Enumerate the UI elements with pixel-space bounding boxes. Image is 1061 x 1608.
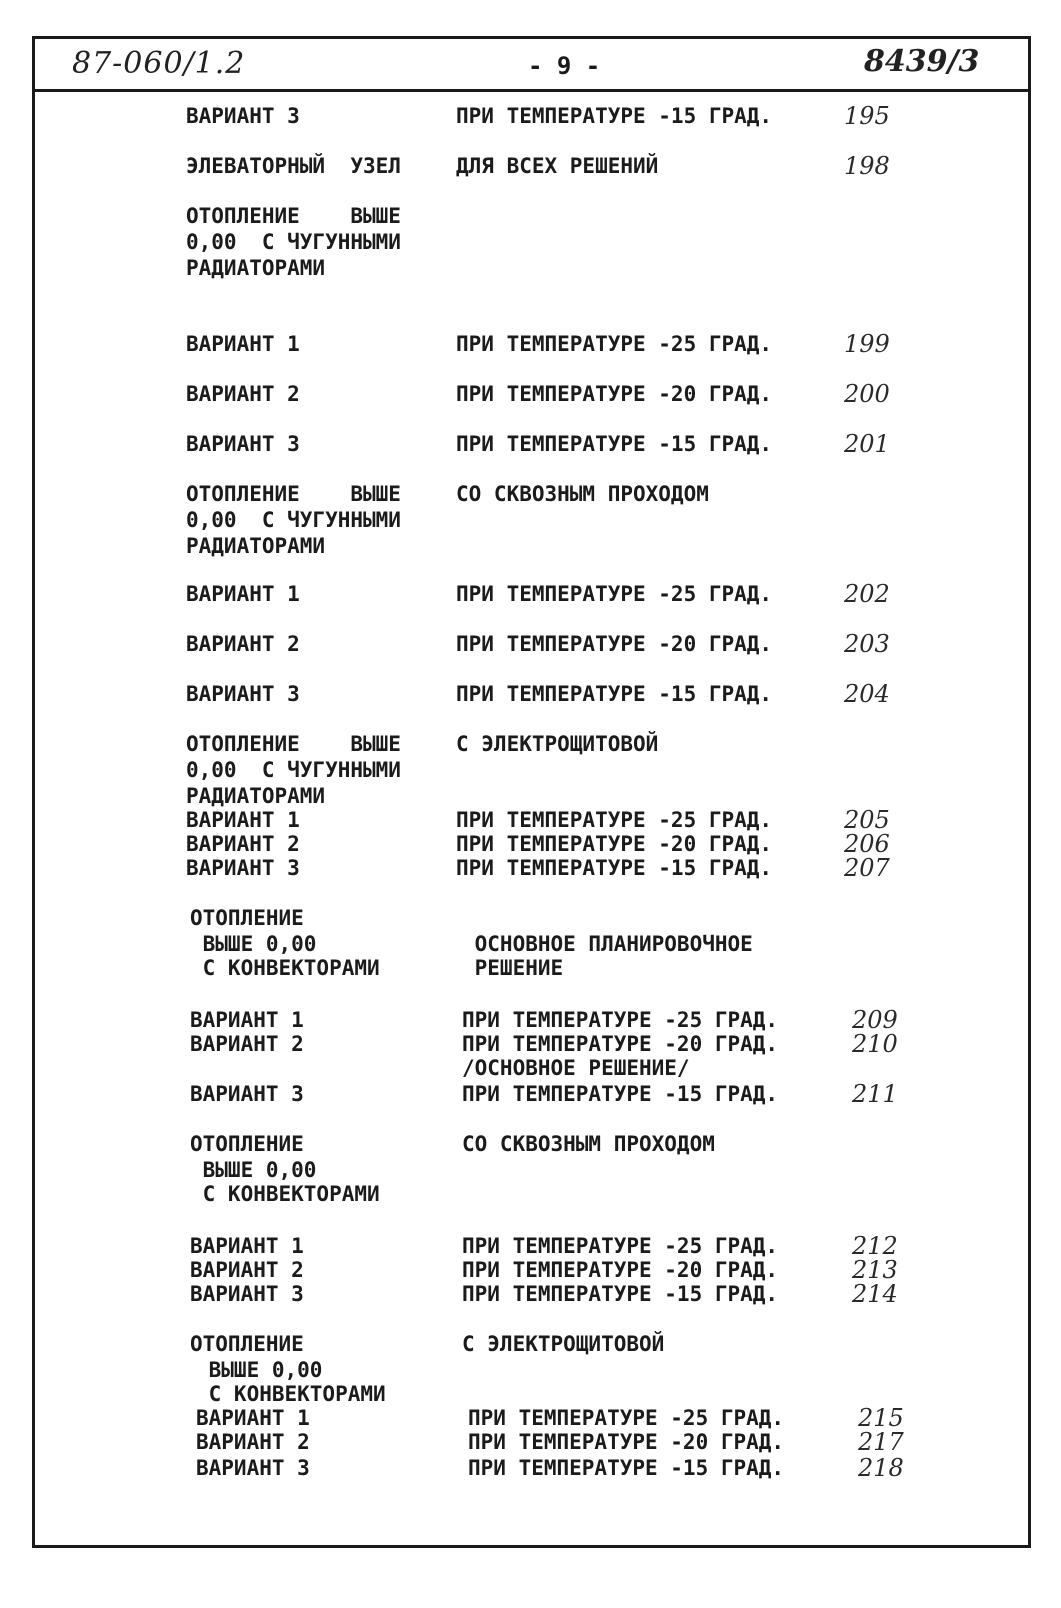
entry-description: СО СКВОЗНЫМ ПРОХОДОМ (462, 1132, 715, 1156)
entry-page-number: 200 (844, 380, 890, 408)
entry-label: ВАРИАНТ 3 (186, 104, 300, 128)
entry-label: ВАРИАНТ 2 (186, 382, 300, 406)
entry-label: ВАРИАНТ 3 (186, 432, 300, 456)
entry-page-number: 205 (844, 806, 890, 834)
entry-label: С КОНВЕКТОРАМИ (190, 1182, 380, 1206)
entry-label: ВАРИАНТ 3 (190, 1082, 304, 1106)
entry-description: ПРИ ТЕМПЕРАТУРЕ -25 ГРАД. (456, 332, 773, 356)
entry-description: ПРИ ТЕМПЕРАТУРЕ -25 ГРАД. (462, 1008, 779, 1032)
entry-page-number: 210 (852, 1030, 898, 1058)
entry-page-number: 198 (844, 152, 890, 180)
entry-description: ПРИ ТЕМПЕРАТУРЕ -20 ГРАД. (456, 632, 773, 656)
entry-page-number: 209 (852, 1006, 898, 1034)
entry-label: ВАРИАНТ 1 (186, 332, 300, 356)
entry-description: ПРИ ТЕМПЕРАТУРЕ -15 ГРАД. (462, 1282, 779, 1306)
entry-label: ОТОПЛЕНИЕ (190, 1132, 304, 1156)
entry-description: ПРИ ТЕМПЕРАТУРЕ -15 ГРАД. (456, 856, 773, 880)
entry-page-number: 202 (844, 580, 890, 608)
entry-label: ОТОПЛЕНИЕ ВЫШЕ (186, 482, 401, 506)
entry-label: ВАРИАНТ 1 (190, 1234, 304, 1258)
entry-label: ВЫШЕ 0,00 (190, 932, 317, 956)
entry-description: ПРИ ТЕМПЕРАТУРЕ -15 ГРАД. (456, 682, 773, 706)
entry-description: ПРИ ТЕМПЕРАТУРЕ -20 ГРАД. (462, 1258, 779, 1282)
entry-label: С КОНВЕКТОРАМИ (190, 956, 380, 980)
entry-description: ПРИ ТЕМПЕРАТУРЕ -15 ГРАД. (462, 1082, 779, 1106)
entry-page-number: 207 (844, 854, 890, 882)
entry-label: ВАРИАНТ 1 (186, 808, 300, 832)
entry-description: ПРИ ТЕМПЕРАТУРЕ -20 ГРАД. (456, 832, 773, 856)
entry-description: ДЛЯ ВСЕХ РЕШЕНИЙ (456, 154, 659, 178)
entry-label: ВЫШЕ 0,00 (196, 1358, 323, 1382)
entry-label: РАДИАТОРАМИ (186, 784, 326, 808)
entry-description: ПРИ ТЕМПЕРАТУРЕ -15 ГРАД. (456, 104, 773, 128)
entry-label: ОТОПЛЕНИЕ ВЫШЕ (186, 732, 401, 756)
entry-label: ВАРИАНТ 3 (196, 1456, 310, 1480)
entry-label: ВАРИАНТ 1 (186, 582, 300, 606)
entry-label: ВЫШЕ 0,00 (190, 1158, 317, 1182)
entry-page-number: 195 (844, 102, 890, 130)
entry-description: ПРИ ТЕМПЕРАТУРЕ -20 ГРАД. (468, 1430, 785, 1454)
entry-description: ПРИ ТЕМПЕРАТУРЕ -15 ГРАД. (468, 1456, 785, 1480)
entry-description: ПРИ ТЕМПЕРАТУРЕ -25 ГРАД. (468, 1406, 785, 1430)
entry-label: ЭЛЕВАТОРНЫЙ УЗЕЛ (186, 154, 401, 178)
entry-description: РЕШЕНИЕ (462, 956, 564, 980)
entry-label: ОТОПЛЕНИЕ (190, 1332, 304, 1356)
entry-label: ВАРИАНТ 2 (186, 832, 300, 856)
entry-description: /ОСНОВНОЕ РЕШЕНИЕ/ (462, 1056, 690, 1080)
entry-page-number: 199 (844, 330, 890, 358)
entry-description: С ЭЛЕКТРОЩИТОВОЙ (456, 732, 659, 756)
entry-label: ВАРИАНТ 3 (186, 856, 300, 880)
entry-label: ВАРИАНТ 2 (196, 1430, 310, 1454)
entry-description: ПРИ ТЕМПЕРАТУРЕ -15 ГРАД. (456, 432, 773, 456)
entry-label: РАДИАТОРАМИ (186, 534, 326, 558)
entry-label: 0,00 С ЧУГУННЫМИ (186, 508, 401, 532)
entry-description: ПРИ ТЕМПЕРАТУРЕ -20 ГРАД. (456, 382, 773, 406)
entry-page-number: 201 (844, 430, 890, 458)
entry-label: ОТОПЛЕНИЕ (190, 906, 304, 930)
entry-page-number: 206 (844, 830, 890, 858)
doc-number: 87-060/1.2 (72, 46, 246, 81)
entry-page-number: 213 (852, 1256, 898, 1284)
entry-label: ВАРИАНТ 2 (186, 632, 300, 656)
entry-description: ПРИ ТЕМПЕРАТУРЕ -20 ГРАД. (462, 1032, 779, 1056)
entry-label: ВАРИАНТ 2 (190, 1032, 304, 1056)
entry-page-number: 204 (844, 680, 890, 708)
entry-label: ВАРИАНТ 1 (196, 1406, 310, 1430)
sheet-code: 8439/3 (864, 44, 980, 79)
entry-label: ВАРИАНТ 1 (190, 1008, 304, 1032)
page-number: - 9 - (528, 52, 601, 80)
entry-label: ВАРИАНТ 3 (190, 1282, 304, 1306)
entry-description: ОСНОВНОЕ ПЛАНИРОВОЧНОЕ (462, 932, 753, 956)
entry-page-number: 215 (858, 1404, 904, 1432)
entry-page-number: 211 (852, 1080, 898, 1108)
entry-page-number: 214 (852, 1280, 898, 1308)
entry-description: ПРИ ТЕМПЕРАТУРЕ -25 ГРАД. (462, 1234, 779, 1258)
entry-page-number: 218 (858, 1454, 904, 1482)
entry-description: СО СКВОЗНЫМ ПРОХОДОМ (456, 482, 709, 506)
entry-page-number: 203 (844, 630, 890, 658)
entry-description: ПРИ ТЕМПЕРАТУРЕ -25 ГРАД. (456, 582, 773, 606)
entry-label: 0,00 С ЧУГУННЫМИ (186, 758, 401, 782)
entry-description: ПРИ ТЕМПЕРАТУРЕ -25 ГРАД. (456, 808, 773, 832)
entry-label: ВАРИАНТ 2 (190, 1258, 304, 1282)
entry-page-number: 217 (858, 1428, 904, 1456)
entry-label: ОТОПЛЕНИЕ ВЫШЕ (186, 204, 401, 228)
entry-description: С ЭЛЕКТРОЩИТОВОЙ (462, 1332, 665, 1356)
entry-page-number: 212 (852, 1232, 898, 1260)
entry-label: 0,00 С ЧУГУННЫМИ (186, 230, 401, 254)
entry-label: ВАРИАНТ 3 (186, 682, 300, 706)
entry-label: С КОНВЕКТОРАМИ (196, 1382, 386, 1406)
entry-label: РАДИАТОРАМИ (186, 256, 326, 280)
